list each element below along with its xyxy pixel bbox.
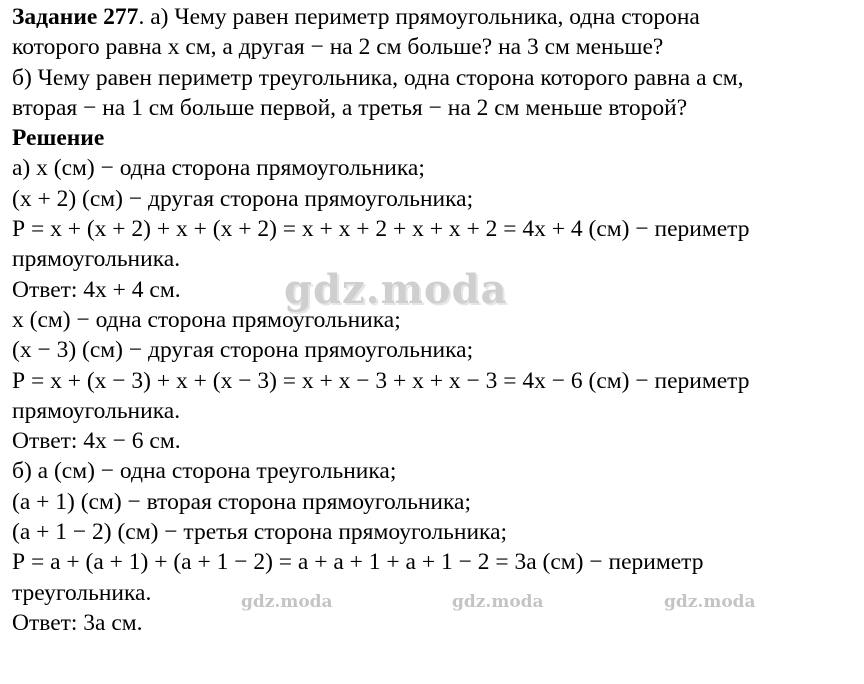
task-line-1 bbox=[12, 2, 858, 32]
solution-heading: Решение bbox=[12, 125, 105, 152]
solution-line: Р = х + (х − 3) + х + (х − 3) = х + х − 3 + х + х − 3 = 4х − 6 (см) − периметр bbox=[12, 367, 750, 394]
solution-line: а) х (см) − одна сторона прямоугольника; bbox=[12, 155, 425, 182]
watermark-small: gdz.moda bbox=[664, 592, 756, 612]
task-statement-b-2: вторая − на 1 см больше первой, а третья − на 2 см меньше второй? bbox=[12, 94, 688, 121]
watermark-main: gdz.moda bbox=[284, 266, 508, 313]
solution-line: Р = х + (х + 2) + х + (х + 2) = х + х + 2 + х + х + 2 = 4х + 4 (см) − периметр bbox=[12, 216, 750, 243]
answer-line: Ответ: 4х − 6 см. bbox=[12, 428, 181, 455]
solution-line: треугольника. bbox=[12, 579, 152, 606]
task-statement-a-2: которого равна х см, а другая − на 2 см больше? на 3 см меньше? bbox=[12, 34, 664, 61]
solution-line: (х + 2) (см) − другая сторона прямоугольника; bbox=[12, 185, 474, 212]
watermark-small: gdz.moda bbox=[452, 592, 544, 612]
solution-line: Р = а + (а + 1) + (а + 1 − 2) = а + а + 1 + а + 1 − 2 = 3а (см) − периметр bbox=[12, 549, 704, 576]
solution-line: (а + 1) (см) − вторая сторона прямоугольника; bbox=[12, 488, 471, 515]
solution-line: б) а (см) − одна сторона треугольника; bbox=[12, 458, 397, 485]
solution-line: прямоугольника. bbox=[12, 246, 181, 273]
watermark-small: gdz.moda bbox=[241, 592, 333, 612]
answer-line: Ответ: 4х + 4 см. bbox=[12, 276, 181, 303]
task-label: Задание 277 bbox=[12, 4, 139, 30]
task-statement-b-1: б) Чему равен периметр треугольника, одна сторона которого равна а см, bbox=[12, 64, 744, 91]
task-statement-a-1: . а) Чему равен периметр прямоугольника, одна сторона bbox=[138, 4, 700, 30]
solution-line: прямоугольника. bbox=[12, 397, 181, 424]
answer-line: Ответ: 3а см. bbox=[12, 609, 143, 636]
solution-line: х (см) − одна сторона прямоугольника; bbox=[12, 306, 401, 333]
document-page bbox=[12, 2, 858, 638]
solution-line: (х − 3) (см) − другая сторона прямоугольника; bbox=[12, 337, 474, 364]
solution-line: (а + 1 − 2) (см) − третья сторона прямоугольника; bbox=[12, 519, 508, 546]
